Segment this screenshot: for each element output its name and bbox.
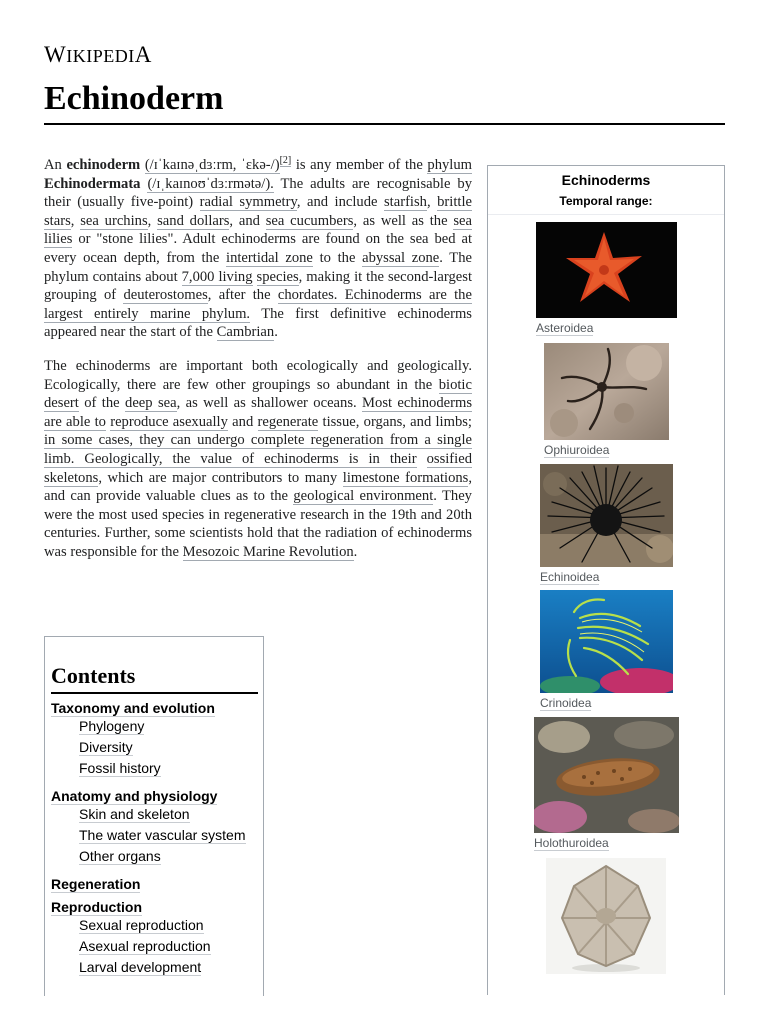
caption-echinoidea[interactable]: Echinoidea [540,570,600,584]
temporal-range-label: Temporal range: [488,194,724,215]
wikipedia-wordmark[interactable]: WIKIPEDIA [44,42,152,67]
link-limestone[interactable]: limestone formations [342,469,469,486]
link-sand-dollars[interactable]: sand dollars [157,212,230,229]
toc-section[interactable]: Anatomy and physiology Skin and skeleton The water vascular system Other organs [51,788,257,867]
pronunciation-link-2[interactable]: (/ɪˌkaɪnoʊˈdɜːrmətə/). [147,175,274,192]
infobox-image-fossil[interactable] [546,858,666,974]
infobox-image-asteroidea[interactable] [536,222,677,335]
caption-holothuroidea[interactable]: Holothuroidea [534,836,609,850]
toc-subsection[interactable]: Larval development [79,959,202,975]
toc-section[interactable]: Regeneration [51,876,141,892]
link-sea-urchins[interactable]: sea urchins [80,212,148,229]
link-species[interactable]: species [256,268,299,285]
reference-2-link[interactable]: [2] [279,155,292,167]
toc-subsection[interactable]: Other organs [79,848,161,864]
intro-paragraph-1: An echinoderm (/ɪˈkaɪnəˌdɜːrm, ˈɛkə-/)[2] is any member of the phylum Echinodermata (/ɪˌkaɪnoʊˈdɜːrmətə/). The adults are recognisable by their (usually five-point) radial symmetry, and include starfish, brittle stars, sea urchins, sand dollars, and sea cucumbers, as well as the sea lilies or "stone lilies". Adult echinoderms are found on the sea bed at every ocean depth, from the intertidal zone to the abyssal zone. The phylum contains about 7,000 living species, making it the second-largest grouping of deuterostomes, after the chordates. Echinoderms are the largest entirely marine phylum. The first definitive echinoderms appeared near the start of the Cambrian. [44,155,473,341]
infobox-title: Echinoderms [561,172,651,188]
caption-crinoidea[interactable]: Crinoidea [540,696,592,710]
infobox-image-echinoidea[interactable] [540,464,673,584]
page-title: Echinoderm [44,80,224,117]
table-of-contents [44,636,264,996]
link-sea-lilies[interactable]: sea lilies [44,212,472,248]
link-biotic-desert[interactable]: biotic desert [44,376,472,412]
link-asexual-reproduction[interactable]: reproduce asexually [110,413,228,430]
blastoid-fossil-photo [546,858,666,974]
link-regenerate[interactable]: regenerate [257,413,319,430]
toc-section[interactable]: Taxonomy and evolution Phylogeny Diversity Fossil history [51,700,257,779]
link-mesozoic-marine-revolution[interactable]: Mesozoic Marine Revolution [182,543,354,560]
brittle-star-photo [544,343,669,440]
toc-subsection[interactable]: Skin and skeleton [79,806,190,822]
caption-asteroidea[interactable]: Asteroidea [536,321,594,335]
infobox [487,165,725,995]
pronunciation-link[interactable]: (/ɪˈkaɪnəˌdɜːrm, ˈɛkə-/) [144,157,280,173]
toc-subsection[interactable]: Fossil history [79,760,161,776]
toc-subsection[interactable]: Diversity [79,739,133,755]
link-starfish[interactable]: starfish [384,194,427,211]
crinoid-photo [540,590,673,693]
toc-section[interactable]: Reproduction Sexual reproduction Asexual reproduction Larval development [51,899,257,978]
link-deep-sea[interactable]: deep sea [125,395,177,412]
sea-cucumber-photo [534,717,679,833]
title-divider [44,123,725,125]
toc-title: Contents [51,663,258,694]
intro-paragraph-2: The echinoderms are important both ecologically and geologically. Ecologically, there are few other groupings so abundant in the biotic desert of the deep sea, as well as shallower oceans. Most echinoderms are able to reproduce asexually and regenerate tissue, organs, and limbs; in some cases, they can undergo complete regeneration from a single limb. Geologically, the value of echinoderms is in their ossified skeletons, which are major contributors to many limestone formations, and can provide valuable clues as to the geological environment. They were the most used species in regenerative research in the 19th and 20th centuries. Further, some scientists hold that the radiation of echinoderms was responsible for the Mesozoic Marine Revolution. [44,357,472,560]
link-phylum[interactable]: phylum [427,157,472,173]
link-brittle-stars[interactable]: brittle stars [44,194,472,229]
link-sea-cucumbers[interactable]: sea cucumbers [265,212,354,229]
toc-subsection[interactable]: The water vascular system [79,827,246,843]
link-intertidal-zone[interactable]: intertidal zone [226,249,313,266]
link-abyssal-zone[interactable]: abyssal zone [362,249,440,266]
link-deuterostomes[interactable]: deuterostomes [123,287,208,304]
toc-subsection[interactable]: Sexual reproduction [79,917,204,933]
toc-subsection[interactable]: Phylogeny [79,718,145,734]
toc-subsection[interactable]: Asexual reproduction [79,938,211,954]
infobox-image-crinoidea[interactable] [540,590,673,710]
infobox-image-holothuroidea[interactable] [534,717,679,850]
sea-urchin-photo [540,464,673,567]
starfish-photo [536,222,677,318]
toc-list [51,700,257,978]
link-cambrian[interactable]: Cambrian [216,324,275,341]
link-geological-environment[interactable]: geological environment [293,488,434,505]
term-echinoderm: echinoderm [66,157,141,173]
article-body [44,156,472,576]
link-radial-symmetry[interactable]: radial symmetry [199,194,297,211]
link-chordates[interactable]: chordates [277,287,334,304]
infobox-image-ophiuroidea[interactable] [544,343,669,457]
caption-ophiuroidea[interactable]: Ophiuroidea [544,443,610,457]
link-ossified-skeletons[interactable]: ossified skeletons [44,450,472,486]
